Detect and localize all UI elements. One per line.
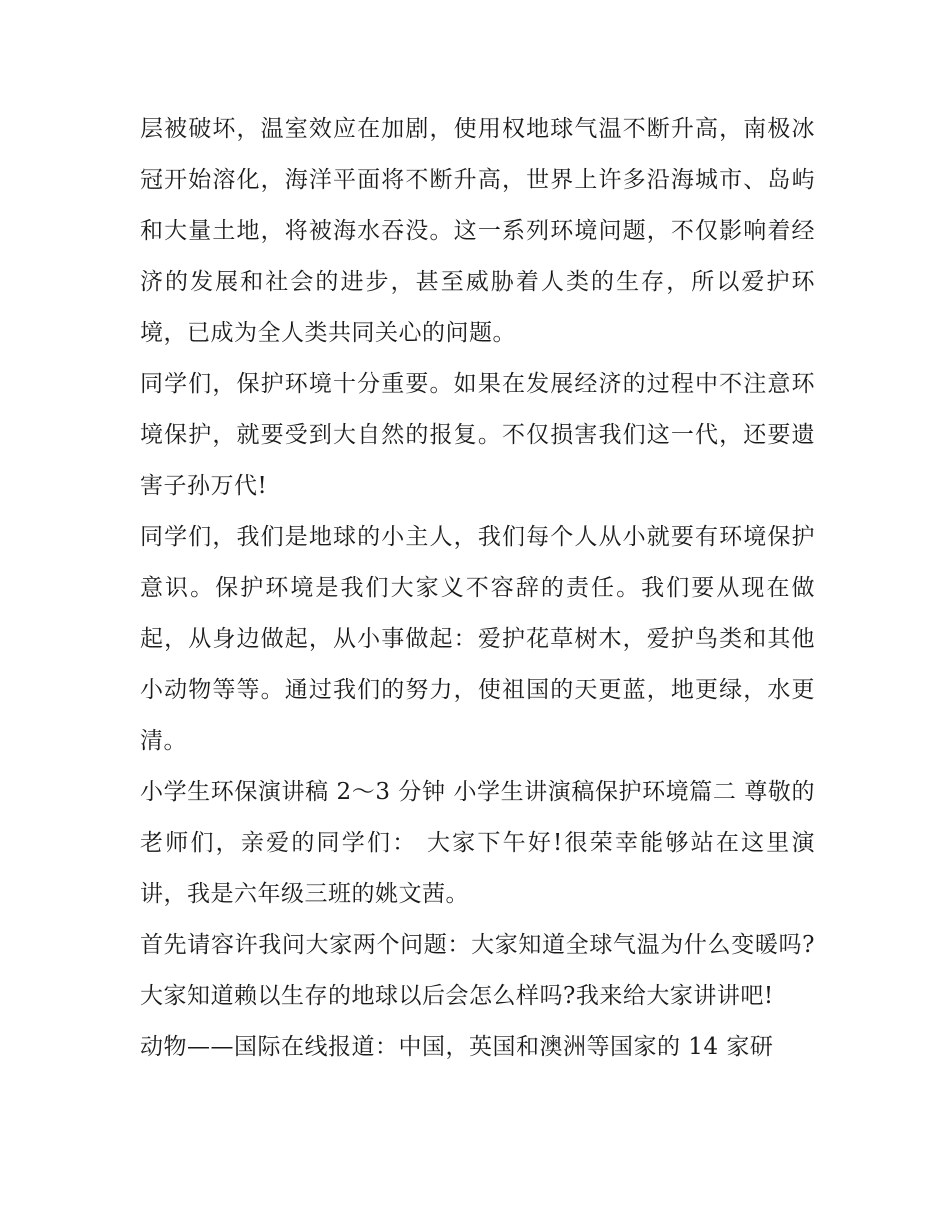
paragraph-4: 小学生环保演讲稿 2～3 分钟 小学生讲演稿保护环境篇二 尊敬的老师们，亲爱的同学们： 大家下午好!很荣幸能够站在这里演讲，我是六年级三班的姚文茜。: [140, 779, 815, 907]
paragraph-5: 首先请容许我问大家两个问题：大家知道全球气温为什么变暖吗?大家知道赖以生存的地球以后会怎么样吗?我来给大家讲讲吧!: [140, 932, 815, 1009]
paragraph-3: 同学们，我们是地球的小主人，我们每个人从小就要有环境保护意识。保护环境是我们大家义不容辞的责任。我们要从现在做起，从身边做起，从小事做起：爱护花草树木，爱护鸟类和其他小动物等等。通过我们的努力，使祖国的天更蓝，地更绿，水更清。: [140, 524, 815, 754]
document-page: [140, 104, 815, 1073]
paragraph-2: 同学们，保护环境十分重要。如果在发展经济的过程中不注意环境保护，就要受到大自然的报复。不仅损害我们这一代，还要遗害子孙万代!: [140, 371, 815, 499]
paragraph-6: 动物——国际在线报道：中国，英国和澳洲等国家的 14 家研: [140, 1034, 774, 1060]
paragraph-1: 层被破坏，温室效应在加剧，使用权地球气温不断升高，南极冰冠开始溶化，海洋平面将不断升高，世界上许多沿海城市、岛屿和大量土地，将被海水吞没。这一系列环境问题，不仅影响着经济的发展和社会的进步，甚至威胁着人类的生存，所以爱护环境，已成为全人类共同关心的问题。: [140, 116, 815, 346]
